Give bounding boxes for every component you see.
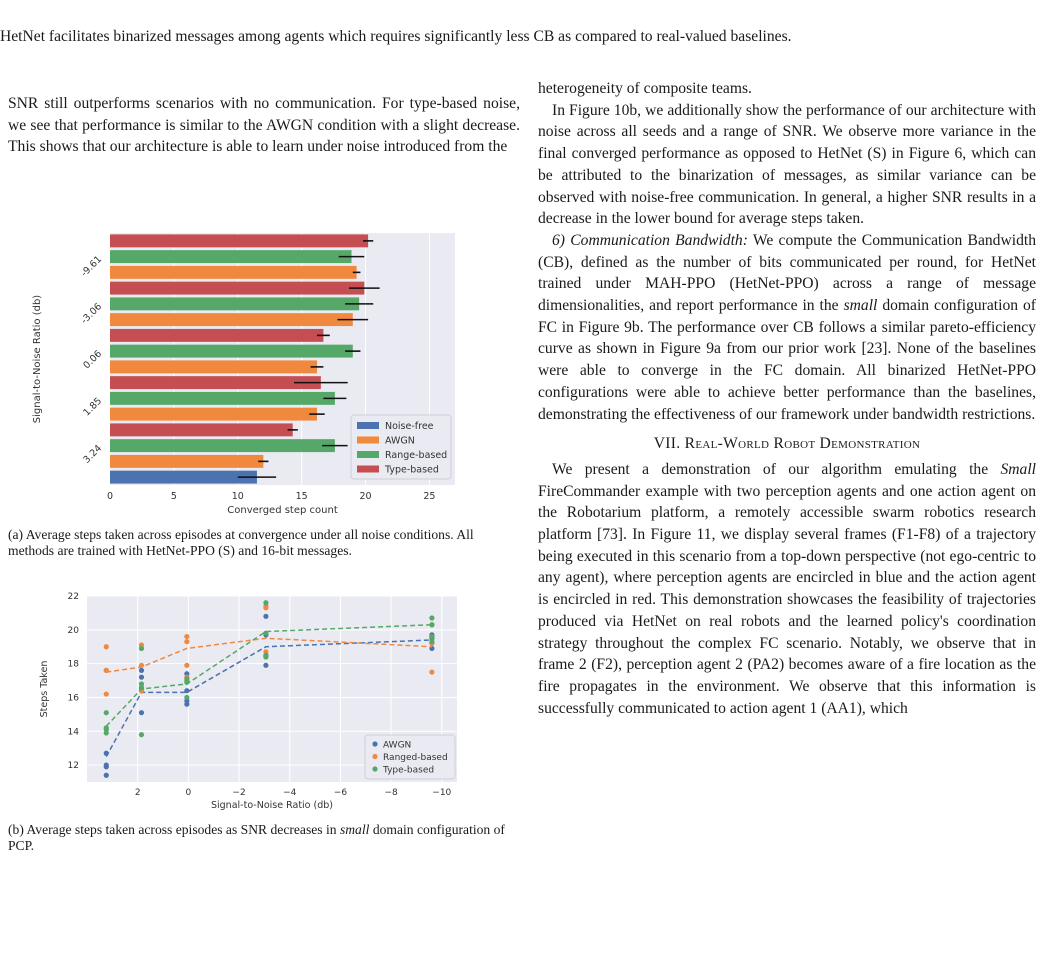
right-paragraph-3a: We compute the Communication Bandwidth (CB), defined as the number of bits communicated per round, for HetNet trained under MAH-PPO (HetNet-PPO) across a range of message dimensionalities, and report performance in the xyxy=(538,231,1036,315)
data-point xyxy=(429,622,434,627)
x-tick-label: −4 xyxy=(283,788,297,798)
data-point xyxy=(184,695,189,700)
right-paragraph-3-em: small xyxy=(843,297,878,315)
data-point xyxy=(184,688,189,693)
y-tick-label: 0.06 xyxy=(81,348,105,372)
x-axis-label: Converged step count xyxy=(227,505,338,515)
data-point xyxy=(139,668,144,673)
figure-10a xyxy=(28,225,478,520)
y-tick-label: 16 xyxy=(67,693,79,704)
data-point xyxy=(429,615,434,620)
x-tick-label: −10 xyxy=(432,788,452,798)
data-point xyxy=(263,614,268,619)
left-column-paragraph xyxy=(8,93,520,158)
data-point xyxy=(104,727,109,732)
data-point xyxy=(184,634,189,639)
right-paragraph-4a: We present a demonstration of our algorithm emulating the xyxy=(552,460,1001,478)
bar xyxy=(110,297,359,310)
bar xyxy=(110,360,317,373)
x-tick-label: 25 xyxy=(423,491,436,502)
legend-swatch xyxy=(357,466,379,473)
data-point xyxy=(139,732,144,737)
y-axis-label: Signal-to-Noise Ratio (db) xyxy=(32,294,43,424)
bar xyxy=(110,282,364,295)
data-point xyxy=(184,663,189,668)
legend-label: Ranged-based xyxy=(383,753,448,763)
bar xyxy=(110,234,368,247)
legend-label: Range-based xyxy=(385,450,448,461)
bar xyxy=(110,345,353,358)
data-point xyxy=(104,691,109,696)
right-column xyxy=(538,78,1036,719)
y-tick-label: 18 xyxy=(67,659,79,670)
data-point xyxy=(139,646,144,651)
legend-swatch xyxy=(357,422,379,429)
right-paragraph-4 xyxy=(538,459,1036,719)
bar xyxy=(110,376,321,389)
legend-label: Type-based xyxy=(383,765,435,776)
legend-swatch xyxy=(357,451,379,458)
data-point xyxy=(104,762,109,767)
data-point xyxy=(263,653,268,658)
y-tick-label: 12 xyxy=(67,761,79,772)
legend-marker xyxy=(372,741,377,746)
legend-marker xyxy=(372,754,377,759)
data-point xyxy=(263,631,268,636)
figure-10b-caption-pre: (b) Average steps taken across episodes as SNR decreases in xyxy=(8,822,340,837)
legend-label: Noise-free xyxy=(385,421,434,432)
data-point xyxy=(184,676,189,681)
x-axis-label: Signal-to-Noise Ratio (db) xyxy=(210,800,334,811)
x-tick-label: −2 xyxy=(232,788,246,798)
bar xyxy=(110,408,317,421)
data-point xyxy=(263,663,268,668)
legend-label: AWGN xyxy=(385,435,415,447)
x-tick-label: 2 xyxy=(134,788,141,798)
x-tick-label: 0 xyxy=(185,788,192,798)
figure-10b xyxy=(25,588,475,823)
data-point xyxy=(184,639,189,644)
right-paragraph-1: heterogeneity of composite teams. xyxy=(538,80,752,97)
data-point xyxy=(139,710,144,715)
bar xyxy=(110,250,352,263)
data-point xyxy=(429,639,434,644)
data-point xyxy=(139,681,144,686)
data-point xyxy=(104,644,109,649)
scatter-chart xyxy=(25,588,475,818)
bar-chart xyxy=(28,225,478,515)
legend-label: Type-based xyxy=(385,464,439,476)
x-tick-label: −6 xyxy=(333,788,348,798)
data-point xyxy=(429,669,434,674)
bar xyxy=(110,439,335,452)
y-tick-label: 20 xyxy=(67,625,79,636)
left-paragraph: SNR still outperforms scenarios with no communication. For type-based noise, we see that performance is similar to the AWGN condition with a slight decrease. This shows that our architecture is able to learn under noise introduced from the xyxy=(8,95,520,156)
figure-9-caption-tail: HetNet facilitates binarized messages among agents which requires significantly less CB as compared to real-valued baselines. xyxy=(0,28,792,45)
legend-label: AWGN xyxy=(383,740,412,751)
right-paragraph-3 xyxy=(538,230,1036,425)
right-paragraph-4-em: Small xyxy=(1000,460,1036,478)
data-point xyxy=(104,773,109,778)
bar xyxy=(110,329,323,342)
x-tick-label: 0 xyxy=(106,491,114,502)
y-tick-label: 3.24 xyxy=(81,442,105,466)
bar xyxy=(110,471,257,484)
data-point xyxy=(104,668,109,673)
y-tick-label: -9.61 xyxy=(78,253,105,280)
y-tick-label: 1.85 xyxy=(81,395,105,419)
data-point xyxy=(104,751,109,756)
bar xyxy=(110,423,293,436)
figure-10b-caption-em: small xyxy=(339,822,370,837)
bar xyxy=(110,455,263,468)
section-heading xyxy=(538,433,1036,455)
y-tick-label: 22 xyxy=(67,592,79,602)
y-axis-label: Steps Taken xyxy=(39,660,50,718)
data-point xyxy=(104,710,109,715)
figure-10b-caption-post: domain configuration of PCP. xyxy=(8,822,505,853)
legend-swatch xyxy=(357,437,379,444)
data-point xyxy=(429,634,434,639)
bar xyxy=(110,266,357,279)
data-point xyxy=(139,675,144,680)
right-paragraph-3b: domain configuration of FC in Figure 9b. The performance over CB follows a similar pareto-efficiency curve as shown in Figure 9a from our prior work [23]. None of the baselines were able to converge in the FC domain. All binarized HetNet-PPO configurations were able to achieve better performance than the baselines, demonstrating the effectiveness of our framework under bandwidth restrictions. xyxy=(538,297,1036,423)
bar xyxy=(110,392,335,405)
x-tick-label: 20 xyxy=(359,491,372,502)
data-point xyxy=(263,600,268,605)
bar xyxy=(110,313,353,326)
x-tick-label: −8 xyxy=(384,788,398,798)
y-tick-label: -3.06 xyxy=(78,301,105,327)
subsection-heading: 6) Communication Bandwidth: xyxy=(552,231,748,249)
data-point xyxy=(139,663,144,668)
section-heading-text: VII. Real-World Robot Demonstration xyxy=(653,435,921,453)
x-tick-label: 15 xyxy=(295,491,308,502)
x-tick-label: 5 xyxy=(170,491,177,502)
x-tick-label: 10 xyxy=(231,491,244,502)
right-paragraph-2: In Figure 10b, we additionally show the performance of our architecture with noise across all seeds and a range of SNR. We observe more variance in the final converged performance as opposed to HetNet (S) in Figure 6, which can be attributed to the binarization of messages, as similar variance can be observed with noise-free communication. In general, a higher SNR results in a decrease in the lower bound for average steps taken. xyxy=(538,101,1036,228)
legend-marker xyxy=(372,766,377,771)
figure-10b-caption xyxy=(8,822,514,854)
right-paragraph-4b: FireCommander example with two perception agents and one action agent on the Robotarium platform, a remotely accessible swarm robotics research platform [73]. In Figure 11, we display several frames (F1-F8) of a trajectory being executed in this scenario from a top-down perspective (not ego-centric to any agent), where perception agents are encircled in blue and the action agent is encircled in red. This demonstration showcases the feasibility of trajectories produced via HetNet on real robots and the learned policy's coordination strategy throughout the complex FC scenario. Notably, we observe that in frame 2 (F2), perception agent 2 (PA2) becomes aware of a fire location as the fire propagates in the environment. We observe that this information is successfully communicated to action agent 1 (AA1), which xyxy=(538,482,1036,717)
figure-10a-caption: (a) Average steps taken across episodes at convergence under all noise conditions. All methods are trained with HetNet-PPO (S) and 16-bit messages. xyxy=(8,527,474,558)
y-tick-label: 14 xyxy=(67,727,79,738)
